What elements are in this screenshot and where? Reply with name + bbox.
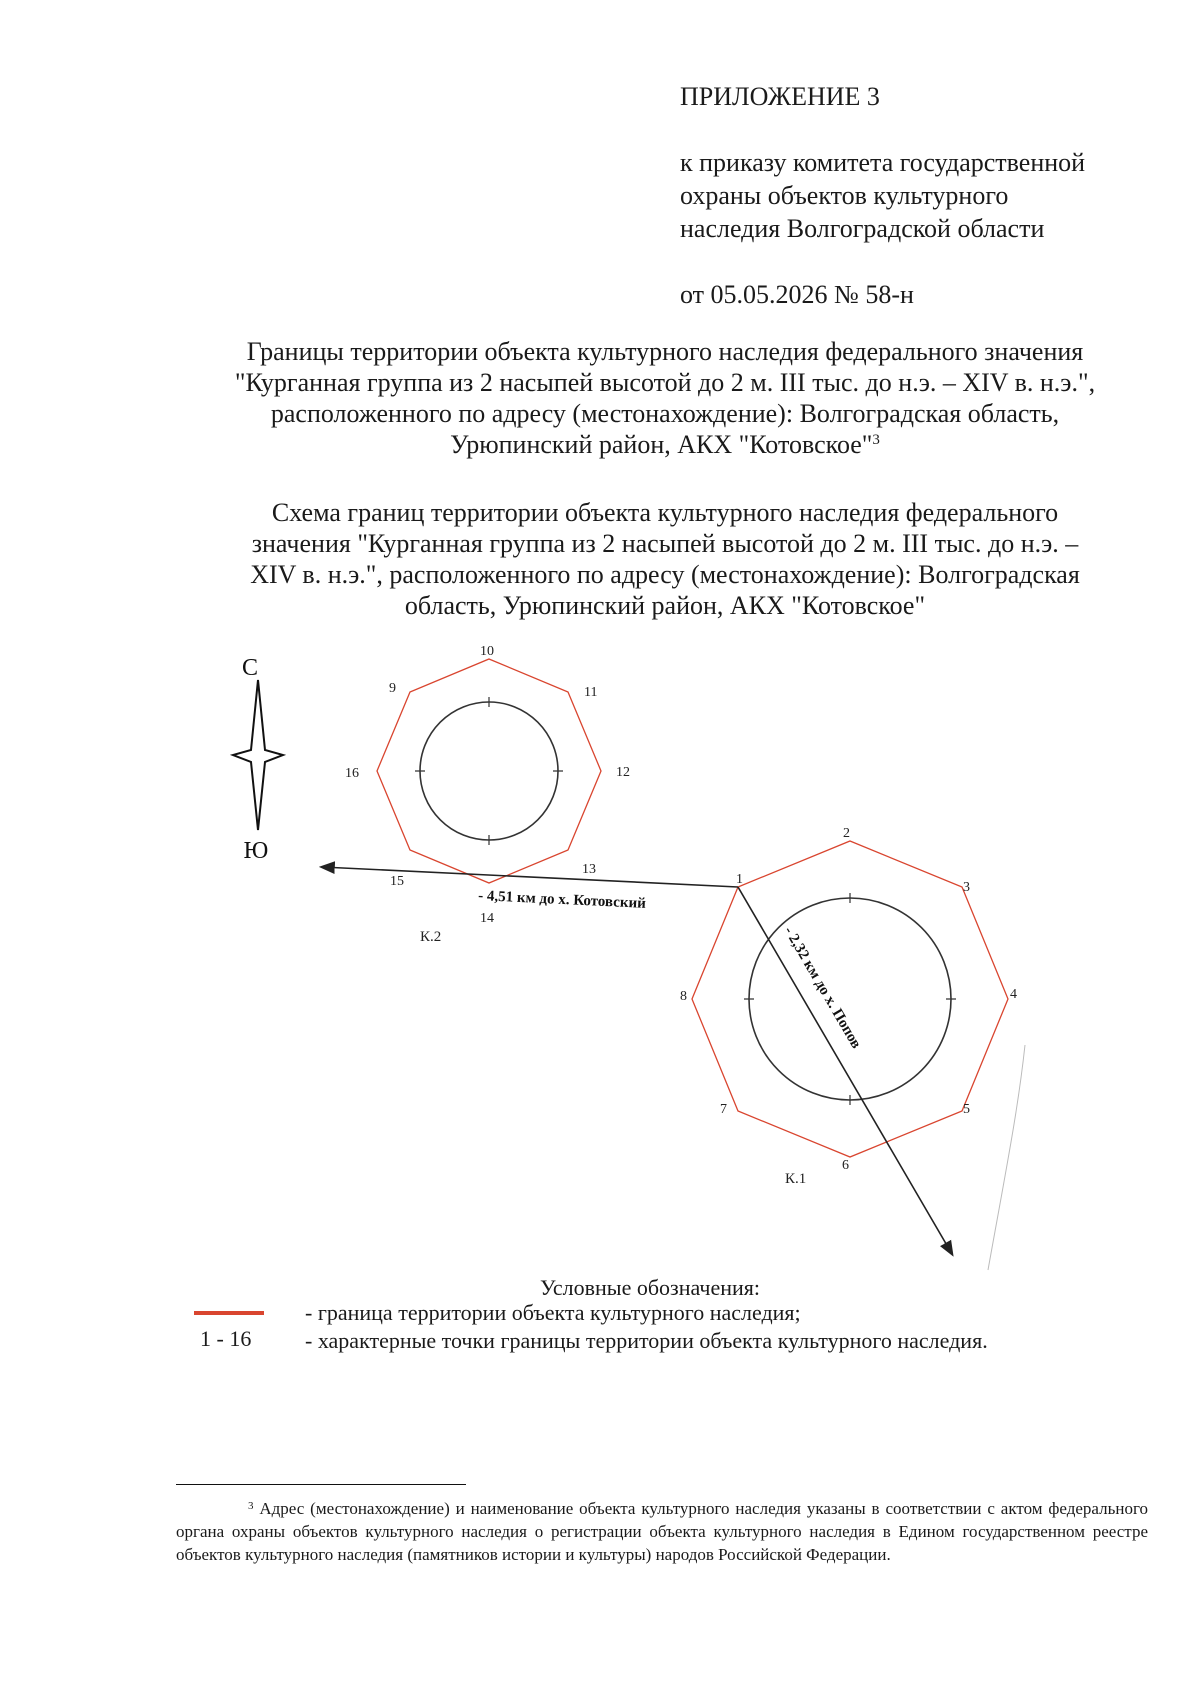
kurgan-2-mound bbox=[420, 702, 558, 840]
appendix-date: от 05.05.2026 № 58-н bbox=[680, 280, 914, 309]
point-label: 2 bbox=[843, 826, 850, 841]
distance-popov-label: - 2,32 км до х. Попов bbox=[780, 923, 865, 1052]
appendix-line-2: охраны объектов культурного bbox=[680, 181, 1009, 210]
footnote bbox=[176, 1497, 1148, 1566]
boundary-point-labels bbox=[345, 644, 1017, 1173]
point-label: 3 bbox=[963, 880, 970, 895]
boundaries-title-line-2: "Курганная группа из 2 насыпей высотой до 2 м. III тыс. до н.э. – XIV в. н.э.", bbox=[234, 368, 1096, 397]
kurgan-1-mound bbox=[749, 898, 951, 1100]
boundary-scheme bbox=[0, 640, 1200, 1280]
kurgan-1-label: К.1 bbox=[785, 1171, 807, 1187]
kurgan-1 bbox=[692, 841, 1008, 1187]
appendix-heading: ПРИЛОЖЕНИЕ 3 bbox=[680, 82, 880, 111]
boundaries-title bbox=[150, 336, 1180, 460]
compass-south-label: Ю bbox=[243, 838, 269, 864]
distance-kotovsky-label: - 4,51 км до х. Котовский bbox=[477, 888, 647, 912]
scheme-title bbox=[150, 497, 1180, 621]
point-label: 15 bbox=[390, 874, 404, 889]
appendix-block bbox=[680, 80, 1160, 311]
footnote-text: Адрес (местонахождение) и наименование объекта культурного наследия указаны в соответствии с актом федерального органа охраны объектов культурного наследия о регистрации объекта культурного наследия в Едином государственном реестре объектов культурного наследия (памятников истории и культуры) народов Российской Федерации. bbox=[176, 1499, 1148, 1564]
point-label: 12 bbox=[616, 765, 630, 780]
scheme-title-line-1: Схема границ территории объекта культурного наследия федерального bbox=[271, 498, 1059, 527]
footnote-mark: 3 bbox=[248, 1500, 254, 1512]
compass-rose bbox=[233, 655, 283, 864]
boundaries-title-line-4: Урюпинский район, АКХ "Котовское" bbox=[450, 430, 873, 459]
compass-north-label: С bbox=[241, 655, 259, 681]
distance-popov bbox=[738, 887, 952, 1254]
legend-boundary-description: - граница территории объекта культурного наследия; bbox=[305, 1300, 801, 1325]
distance-kotovsky bbox=[322, 867, 738, 912]
point-label: 6 bbox=[842, 1158, 849, 1173]
point-label: 13 bbox=[582, 862, 596, 877]
point-label: 9 bbox=[389, 681, 396, 696]
legend-title: Условные обозначения: bbox=[539, 1275, 761, 1300]
footnote-separator bbox=[176, 1484, 466, 1485]
boundaries-title-line-1: Границы территории объекта культурного наследия федерального значения bbox=[246, 337, 1084, 366]
point-label: 16 bbox=[345, 766, 359, 781]
scheme-title-line-2: значения "Курганная группа из 2 насыпей высотой до 2 м. III тыс. до н.э. – bbox=[251, 529, 1079, 558]
point-label: 4 bbox=[1010, 987, 1017, 1002]
legend-boundary-line-symbol bbox=[194, 1311, 264, 1315]
point-label: 14 bbox=[480, 911, 494, 926]
point-label: 1 bbox=[736, 872, 743, 887]
point-label: 11 bbox=[584, 685, 598, 700]
scheme-title-line-3: XIV в. н.э.", расположенного по адресу (местонахождение): Волгоградская bbox=[250, 560, 1080, 589]
point-label: 10 bbox=[480, 644, 494, 659]
kurgan-2-boundary bbox=[377, 659, 601, 883]
footnote-reference[interactable]: 3 bbox=[872, 432, 880, 448]
point-label: 5 bbox=[963, 1102, 970, 1117]
legend-points-description: - характерные точки границы территории объекта культурного наследия. bbox=[305, 1328, 988, 1353]
kurgan-2-label: К.2 bbox=[420, 929, 442, 945]
appendix-line-1: к приказу комитета государственной bbox=[680, 148, 1086, 177]
appendix-line-3: наследия Волгоградской области bbox=[680, 214, 1045, 243]
scheme-title-line-4: область, Урюпинский район, АКХ "Котовское" bbox=[404, 591, 926, 620]
legend-points-symbol: 1 - 16 bbox=[200, 1326, 252, 1351]
boundaries-title-line-3: расположенного по адресу (местонахождение): Волгоградская область, bbox=[270, 399, 1060, 428]
point-label: 8 bbox=[680, 989, 687, 1004]
point-label: 7 bbox=[720, 1102, 727, 1117]
